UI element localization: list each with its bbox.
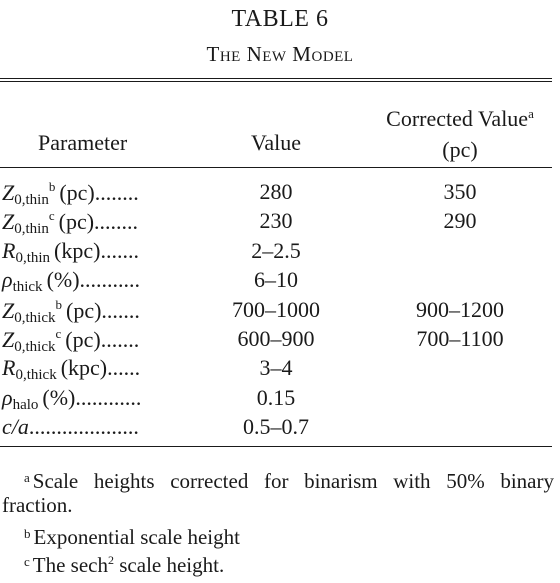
table-row — [0, 414, 552, 442]
row-corrected-value: 290 — [443, 208, 477, 234]
top-rule-upper — [0, 78, 552, 79]
row-value: 6–10 — [254, 267, 298, 293]
table-row — [0, 297, 552, 325]
leader-dots: ............ — [75, 384, 142, 410]
header-rule — [0, 167, 552, 168]
leader-dots: .................... — [28, 414, 139, 440]
parameter-subscript: thick — [12, 279, 43, 296]
table-row — [0, 208, 552, 236]
parameter-unit: (pc) — [65, 327, 101, 352]
footnote-b — [24, 522, 554, 549]
table-row — [0, 385, 552, 413]
footnote-c-mark: c — [24, 554, 30, 569]
parameter-unit: (pc) — [66, 297, 102, 323]
leader-dots: ....... — [101, 297, 140, 323]
footnote-b-mark: b — [24, 526, 31, 541]
row-parameter — [2, 355, 140, 384]
parameter-symbol: Z — [2, 209, 15, 235]
row-corrected-value: 900–1200 — [416, 296, 504, 322]
row-parameter — [2, 326, 139, 356]
parameter-unit: (kpc) — [60, 355, 108, 381]
table-title: The New Model — [206, 42, 354, 66]
footnote-a-mark: a — [24, 470, 30, 485]
header-corrected-label: Corrected Value — [386, 106, 529, 131]
footnote-c-superscript: 2 — [108, 553, 114, 567]
footnote-c — [24, 548, 554, 577]
leader-dots: ...... — [107, 355, 141, 381]
table-row — [0, 238, 552, 266]
table-number: TABLE 6 — [231, 6, 329, 32]
header-parameter: Parameter — [38, 130, 128, 155]
row-value: 700–1000 — [232, 296, 320, 322]
row-parameter — [2, 238, 139, 267]
leader-dots: ....... — [100, 327, 140, 352]
row-corrected-value: 350 — [443, 179, 477, 204]
parameter-footnote-mark: b — [48, 179, 56, 194]
parameter-subscript: 0,thick — [14, 309, 56, 326]
row-parameter — [2, 385, 141, 414]
leader-dots: ....... — [100, 237, 139, 263]
footnote-b-text: Exponential scale height — [33, 525, 240, 549]
leader-dots: ........... — [79, 267, 141, 293]
parameter-subscript: 0,thick — [14, 339, 56, 355]
row-corrected-value: 700–1100 — [416, 326, 504, 351]
header-corrected-footnote-mark: a — [528, 106, 534, 121]
table-row — [0, 355, 552, 383]
row-value: 0.5–0.7 — [243, 414, 309, 440]
parameter-subscript: 0,thick — [15, 367, 57, 384]
footnote-c-text-before: The sech — [32, 553, 108, 577]
row-value: 3–4 — [259, 355, 293, 381]
parameter-unit: (pc) — [59, 180, 95, 205]
row-parameter — [2, 267, 140, 296]
parameter-symbol: R — [2, 355, 16, 381]
header-corrected-unit: (pc) — [442, 137, 478, 162]
row-parameter — [2, 297, 140, 327]
parameter-symbol: R — [2, 237, 16, 263]
parameter-symbol: c/a — [2, 414, 29, 440]
parameter-footnote-mark: c — [48, 208, 55, 224]
parameter-symbol: ρ — [2, 267, 13, 293]
row-parameter — [2, 208, 138, 238]
parameter-subscript: 0,thin — [14, 192, 49, 208]
row-value: 2–2.5 — [251, 237, 301, 263]
leader-dots: ........ — [94, 209, 139, 235]
row-value: 280 — [259, 179, 293, 204]
row-value: 600–900 — [237, 326, 315, 351]
table-row — [0, 267, 552, 295]
parameter-symbol: Z — [2, 327, 15, 352]
row-parameter — [2, 179, 139, 209]
row-parameter — [2, 414, 139, 440]
footnote-a-text: Scale heights corrected for binarism with 50% binary fraction. — [2, 469, 554, 517]
parameter-symbol: ρ — [2, 384, 13, 410]
parameter-unit: (kpc) — [54, 237, 101, 263]
parameter-subscript: halo — [12, 396, 39, 413]
row-value: 230 — [259, 208, 293, 234]
footnote-a — [2, 466, 554, 517]
parameter-footnote-mark: b — [55, 296, 62, 312]
top-rule-lower — [0, 81, 552, 82]
bottom-rule — [0, 446, 552, 447]
parameter-unit: (%) — [46, 267, 80, 293]
parameter-unit: (%) — [42, 384, 76, 410]
header-corrected-value — [360, 98, 560, 165]
parameter-subscript: 0,thin — [15, 249, 51, 266]
parameter-symbol: Z — [2, 297, 15, 323]
footnote-c-text-after: scale height. — [114, 553, 225, 577]
table-row — [0, 179, 552, 207]
leader-dots: ........ — [94, 180, 139, 205]
table-row — [0, 326, 552, 354]
parameter-unit: (pc) — [58, 209, 95, 235]
parameter-subscript: 0,thin — [14, 221, 49, 238]
parameter-symbol: Z — [2, 180, 15, 205]
row-value: 0.15 — [256, 384, 296, 410]
parameter-footnote-mark: c — [55, 326, 62, 341]
header-value: Value — [250, 130, 302, 155]
